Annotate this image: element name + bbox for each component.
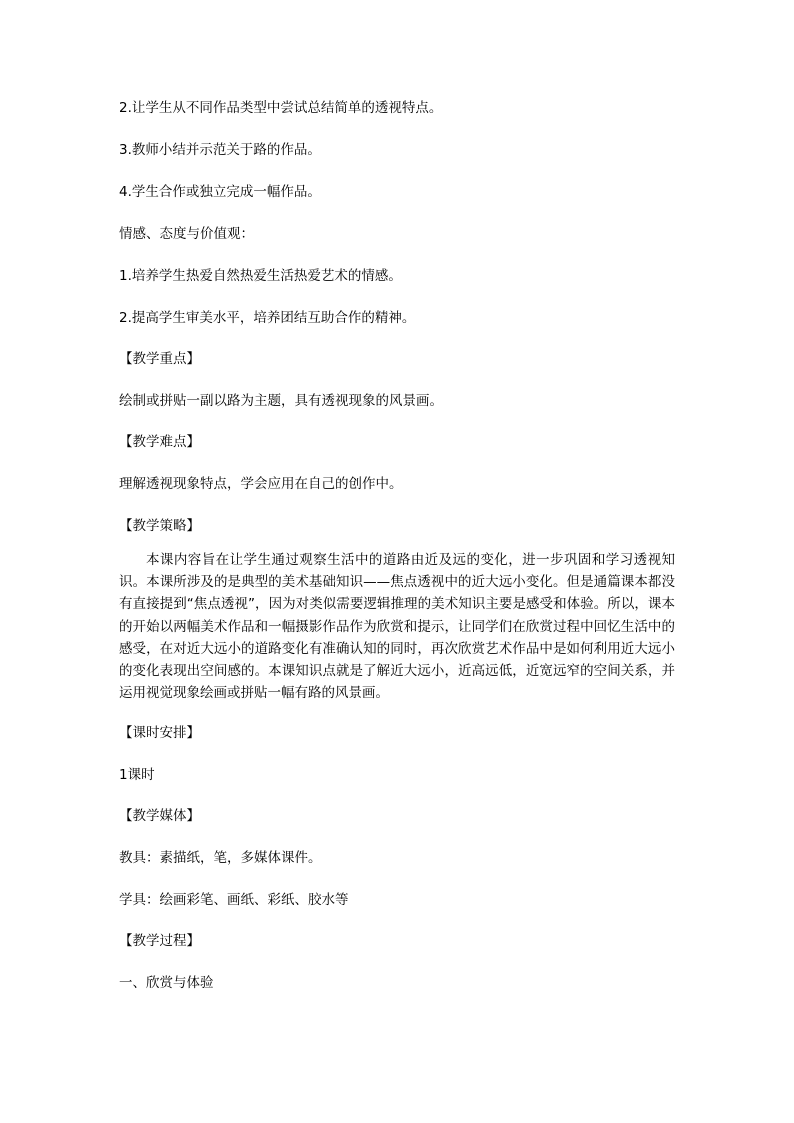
section-heading-difficulties: 【教学难点】	[119, 434, 200, 450]
text-line-teaching-tools: 教具：素描纸，笔，多媒体课件。	[119, 850, 322, 866]
text-line-key-points: 绘制或拼贴一副以路为主题，具有透视现象的风景画。	[119, 393, 443, 409]
section-heading-process: 【教学过程】	[119, 933, 200, 949]
section-heading-emotion: 情感、态度与价值观：	[119, 226, 254, 242]
strategy-paragraph: 本课内容旨在让学生通过观察生活中的道路由近及远的变化，进一步巩固和学习透视知识。本课所涉及的是典型的美术基础知识——焦点透视中的近大远小变化。但是通篇课本都没有直接提到“焦点透视”，因为对类似需要逻辑推理的美术知识主要是感受和体验。所以，课本的开始以两幅美术作品和一幅摄影作品作为欣赏和提示，让同学们在欣赏过程中回忆生活中的感受，在对近大远小的道路变化有准确认知的同时，再次欣赏艺术作品中是如何利用近大远小的变化表现出空间感的。本课知识点就是了解近大远小，近高远低，近宽远窄的空间关系，并运用视觉现象绘画或拼贴一幅有路的风景画。	[119, 552, 675, 702]
text-line-difficulties: 理解透视现象特点，学会应用在自己的创作中。	[119, 476, 403, 492]
text-line-schedule: 1课时	[119, 767, 155, 783]
section-heading-key-points: 【教学重点】	[119, 351, 200, 367]
text-line-goal-4: 4.学生合作或独立完成一幅作品。	[119, 184, 321, 200]
text-line-goal-3: 3.教师小结并示范关于路的作品。	[119, 142, 321, 158]
section-heading-media: 【教学媒体】	[119, 808, 200, 824]
text-line-student-tools: 学具：绘画彩笔、画纸、彩纸、胶水等	[119, 892, 349, 908]
section-heading-strategy: 【教学策略】	[119, 518, 200, 534]
section-heading-schedule: 【课时安排】	[119, 725, 200, 741]
text-line-emotion-1: 1.培养学生热爱自然热爱生活热爱艺术的情感。	[119, 268, 402, 284]
text-line-goal-2: 2.让学生从不同作品类型中尝试总结简单的透视特点。	[119, 100, 443, 116]
text-line-emotion-2: 2.提高学生审美水平，培养团结互助合作的精神。	[119, 310, 416, 326]
text-line-process-step-1: 一、欣赏与体验	[119, 975, 214, 991]
